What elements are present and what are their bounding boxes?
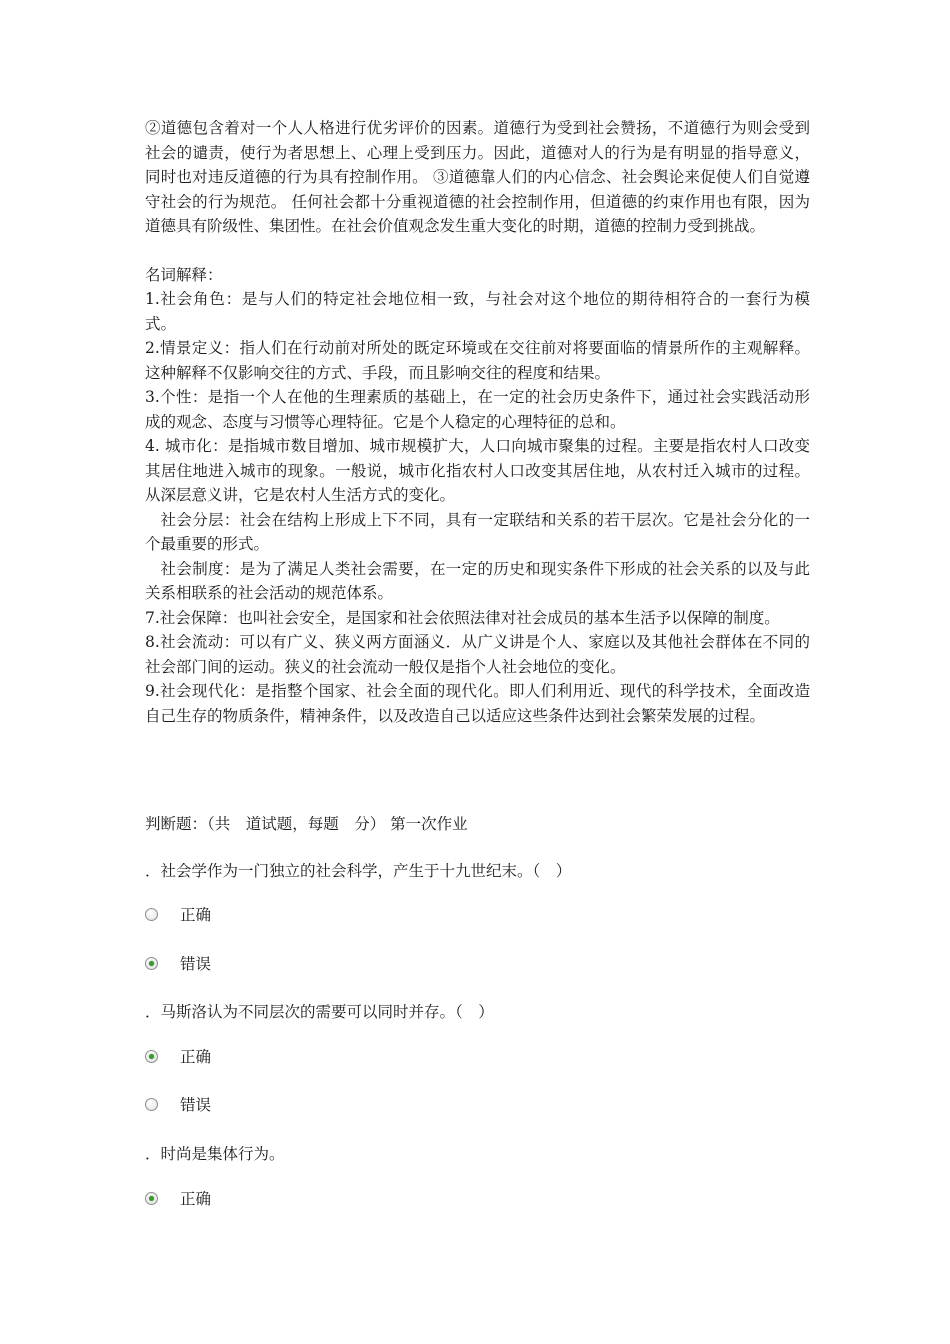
- glossary-item: 9.社会现代化：是指整个国家、社会全面的现代化。即人们利用近、现代的科学技术，全面改造自己生存的物质条件，精神条件，以及改造自己以适应这些条件达到社会繁荣发展的过程。: [145, 682, 810, 725]
- option-wrong[interactable]: [145, 951, 212, 975]
- glossary-item: 2.情景定义：指人们在行动前对所处的既定环境或在交往前对将要面临的情景所作的主观解释。这种解释不仅影响交往的方式、手段，而且影响交往的程度和结果。: [145, 339, 810, 382]
- radio-button[interactable]: [145, 957, 158, 970]
- glossary-item: 4. 城市化：是指城市数目增加、城市规模扩大，人口向城市聚集的过程。主要是指农村人口改变其居住地进入城市的现象。一般说，城市化指农村人口改变其居住地，从农村迁入城市的过程。从深层意义讲，它是农村人生活方式的变化。: [145, 437, 810, 504]
- option-correct[interactable]: [145, 902, 212, 926]
- question-text: ．马斯洛认为不同层次的需要可以同时并存。（ ）: [145, 1003, 494, 1021]
- radio-button[interactable]: [145, 1192, 158, 1205]
- glossary-heading: 名词解释：: [145, 265, 223, 284]
- option-correct[interactable]: [145, 1186, 212, 1210]
- question-text: ．社会学作为一门独立的社会科学，产生于十九世纪末。（ ）: [145, 862, 572, 880]
- radio-button[interactable]: [145, 908, 158, 921]
- glossary-item: 社会制度：是为了满足人类社会需要，在一定的历史和现实条件下形成的社会关系的以及与此关系相联系的社会活动的规范体系。: [145, 559, 810, 602]
- document-body: [145, 116, 810, 728]
- option-label: 错误: [180, 1096, 212, 1114]
- glossary-item: 7.社会保障：也叫社会安全，是国家和社会依照法律对社会成员的基本生活予以保障的制度。: [145, 608, 780, 627]
- intro-paragraph: ②道德包含着对一个人人格进行优劣评价的因素。道德行为受到社会赞扬，不道德行为则会受到社会的谴责，使行为者思想上、心理上受到压力。因此，道德对人的行为是有明显的指导意义，同时也对违反道德的行为具有控制作用。 ③道德靠人们的内心信念、社会舆论来促使人们自觉遵守社会的行为规范。 任何社会都十分重视道德的社会控制作用，但道德的约束作用也有限，因为道德具有阶级性、集团性。在社会价值观念发生重大变化的时期，道德的控制力受到挑战。: [145, 119, 810, 235]
- option-label: 错误: [180, 955, 212, 973]
- glossary-item: 8.社会流动：可以有广义、狭义两方面涵义．从广义讲是个人、家庭以及其他社会群体在不同的社会部门间的运动。狭义的社会流动一般仅是指个人社会地位的变化。: [145, 633, 810, 676]
- option-label: 正确: [180, 906, 212, 924]
- option-correct[interactable]: [145, 1044, 212, 1068]
- glossary-item: 1.社会角色：是与人们的特定社会地位相一致，与社会对这个地位的期待相符合的一套行为模式。: [145, 290, 810, 333]
- section-title: 判断题：（共 道试题，每题 分） 第一次作业: [145, 815, 468, 833]
- option-label: 正确: [180, 1048, 212, 1066]
- glossary-item: 社会分层：社会在结构上形成上下不同，具有一定联结和关系的若干层次。它是社会分化的一个最重要的形式。: [145, 510, 810, 553]
- radio-button[interactable]: [145, 1050, 158, 1063]
- radio-button[interactable]: [145, 1098, 158, 1111]
- option-label: 正确: [180, 1190, 212, 1208]
- glossary-item: 3.个性：是指一个人在他的生理素质的基础上，在一定的社会历史条件下，通过社会实践活动形成的观念、态度与习惯等心理特征。它是个人稳定的心理特征的总和。: [145, 388, 810, 431]
- option-wrong[interactable]: [145, 1092, 212, 1116]
- question-text: ．时尚是集体行为。: [145, 1145, 285, 1163]
